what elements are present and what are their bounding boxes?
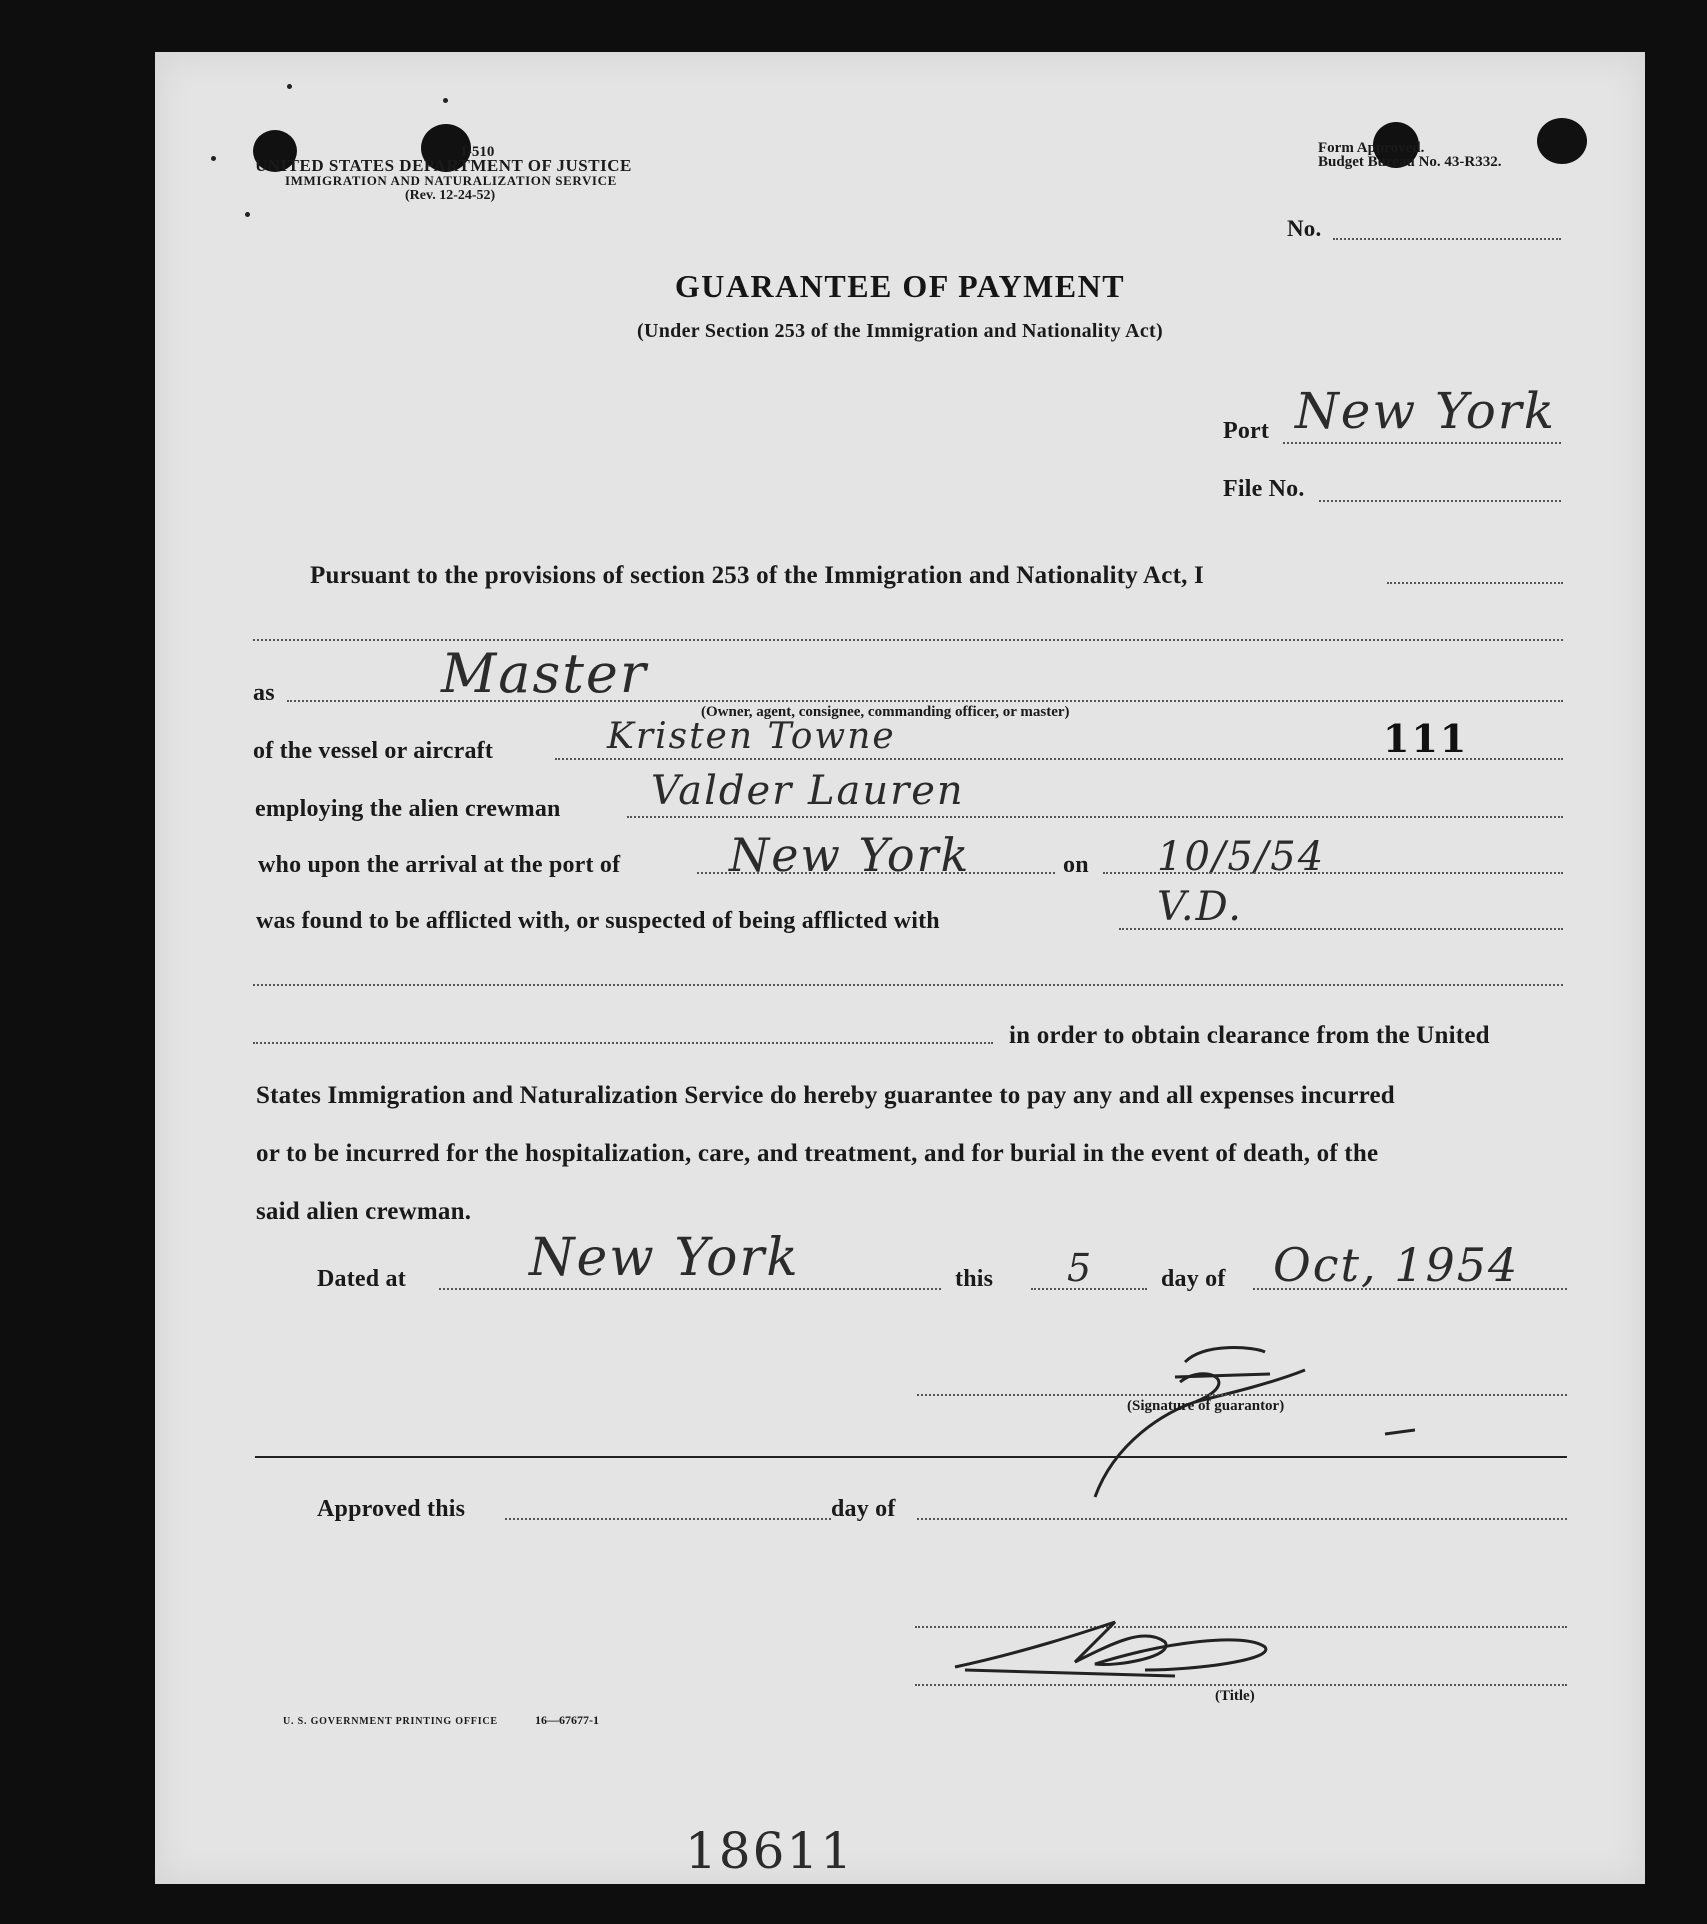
port-value[interactable]: New York: [1295, 382, 1556, 440]
no-field[interactable]: [1333, 238, 1561, 240]
approval-line-1: Form Approved.: [1318, 140, 1425, 156]
speck: [245, 212, 250, 217]
guarantor-name-field[interactable]: [1387, 582, 1563, 584]
dated-day-field[interactable]: [1031, 1288, 1147, 1290]
approved-label: Approved this: [317, 1496, 466, 1522]
form-page: [155, 52, 1645, 1884]
printer-code: 16—67677-1: [535, 1713, 599, 1727]
approved-day-field[interactable]: [505, 1518, 831, 1520]
vessel-number: 111: [1383, 716, 1469, 761]
section-divider: [255, 1456, 1567, 1458]
clearance-field[interactable]: [253, 1042, 993, 1044]
this-label: this: [955, 1266, 994, 1292]
form-subtitle: (Under Section 253 of the Immigration and Nationality Act): [637, 320, 1163, 342]
dated-month-field[interactable]: [1253, 1288, 1567, 1290]
afflicted-value[interactable]: V.D.: [1157, 884, 1243, 930]
no-label: No.: [1287, 216, 1322, 241]
clearance-text: in order to obtain clearance from the United: [1009, 1022, 1490, 1049]
speck: [287, 84, 292, 89]
revision-date: (Rev. 12-24-52): [405, 188, 496, 203]
form-title: GUARANTEE OF PAYMENT: [674, 268, 1126, 304]
punch-hole: [1537, 118, 1587, 164]
paragraph-line-2: or to be incurred for the hospitalization, care, and treatment, and for burial in the event of death, of the: [256, 1140, 1379, 1167]
afflicted-field-2[interactable]: [253, 984, 1563, 986]
crewman-value[interactable]: Valder Lauren: [651, 768, 965, 814]
signature-caption: (Signature of guarantor): [1127, 1398, 1285, 1414]
title-caption: (Title): [1215, 1688, 1255, 1704]
pursuant-text: Pursuant to the provisions of section 253 of the Immigration and Nationality Act, I: [310, 562, 1204, 589]
speck: [443, 98, 448, 103]
crewman-label: employing the alien crewman: [255, 796, 561, 822]
afflicted-label: was found to be afflicted with, or suspected of being afflicted with: [256, 908, 940, 934]
vessel-value[interactable]: Kristen Towne: [607, 716, 896, 757]
file-no-field[interactable]: [1319, 500, 1561, 502]
guarantor-signature-field[interactable]: [917, 1394, 1567, 1396]
department-name: UNITED STATES DEPARTMENT OF JUSTICE: [255, 156, 632, 175]
arrival-port-value[interactable]: New York: [729, 828, 971, 882]
handwritten-number: 18611: [685, 1822, 855, 1880]
on-label: on: [1063, 852, 1089, 878]
approval-line-2: Budget Bureau No. 43-R332.: [1318, 154, 1502, 170]
as-value[interactable]: Master: [441, 642, 648, 705]
approved-day-of-label: day of: [831, 1496, 896, 1522]
port-field[interactable]: [1283, 442, 1561, 444]
approved-month-field[interactable]: [917, 1518, 1567, 1520]
arrival-port-field[interactable]: [697, 872, 1055, 874]
printer-label: U. S. GOVERNMENT PRINTING OFFICE: [283, 1716, 498, 1727]
guarantor-name-field-2[interactable]: [253, 639, 1563, 641]
file-no-label: File No.: [1223, 476, 1305, 502]
vessel-label: of the vessel or aircraft: [253, 738, 494, 764]
dated-at-label: Dated at: [317, 1266, 406, 1292]
crewman-field[interactable]: [627, 816, 1563, 818]
approver-title-field[interactable]: [915, 1684, 1567, 1686]
afflicted-field[interactable]: [1119, 928, 1563, 930]
service-name: IMMIGRATION AND NATURALIZATION SERVICE: [285, 173, 617, 188]
as-label: as: [253, 680, 275, 706]
speck: [211, 156, 216, 161]
as-field[interactable]: [287, 700, 1563, 702]
guarantor-signature: [1055, 1322, 1415, 1512]
approver-signature: [945, 1612, 1345, 1682]
arrival-date-value[interactable]: 10/5/54: [1157, 834, 1326, 880]
port-label: Port: [1223, 418, 1270, 444]
dated-place-value[interactable]: New York: [529, 1228, 800, 1288]
dated-place-field[interactable]: [439, 1288, 941, 1290]
arrival-label: who upon the arrival at the port of: [258, 852, 621, 878]
day-of-label: day of: [1161, 1266, 1226, 1292]
form-number: I-510: [461, 144, 495, 160]
arrival-date-field[interactable]: [1103, 872, 1563, 874]
paragraph-line-1: States Immigration and Naturalization Service do hereby guarantee to pay any and all expenses incurred: [256, 1082, 1395, 1109]
vessel-field[interactable]: [555, 758, 1563, 760]
as-caption: (Owner, agent, consignee, commanding officer, or master): [701, 704, 1070, 720]
dated-day-value[interactable]: 5: [1067, 1246, 1094, 1290]
paragraph-line-3: said alien crewman.: [256, 1198, 472, 1225]
dated-month-value[interactable]: Oct, 1954: [1273, 1238, 1520, 1292]
